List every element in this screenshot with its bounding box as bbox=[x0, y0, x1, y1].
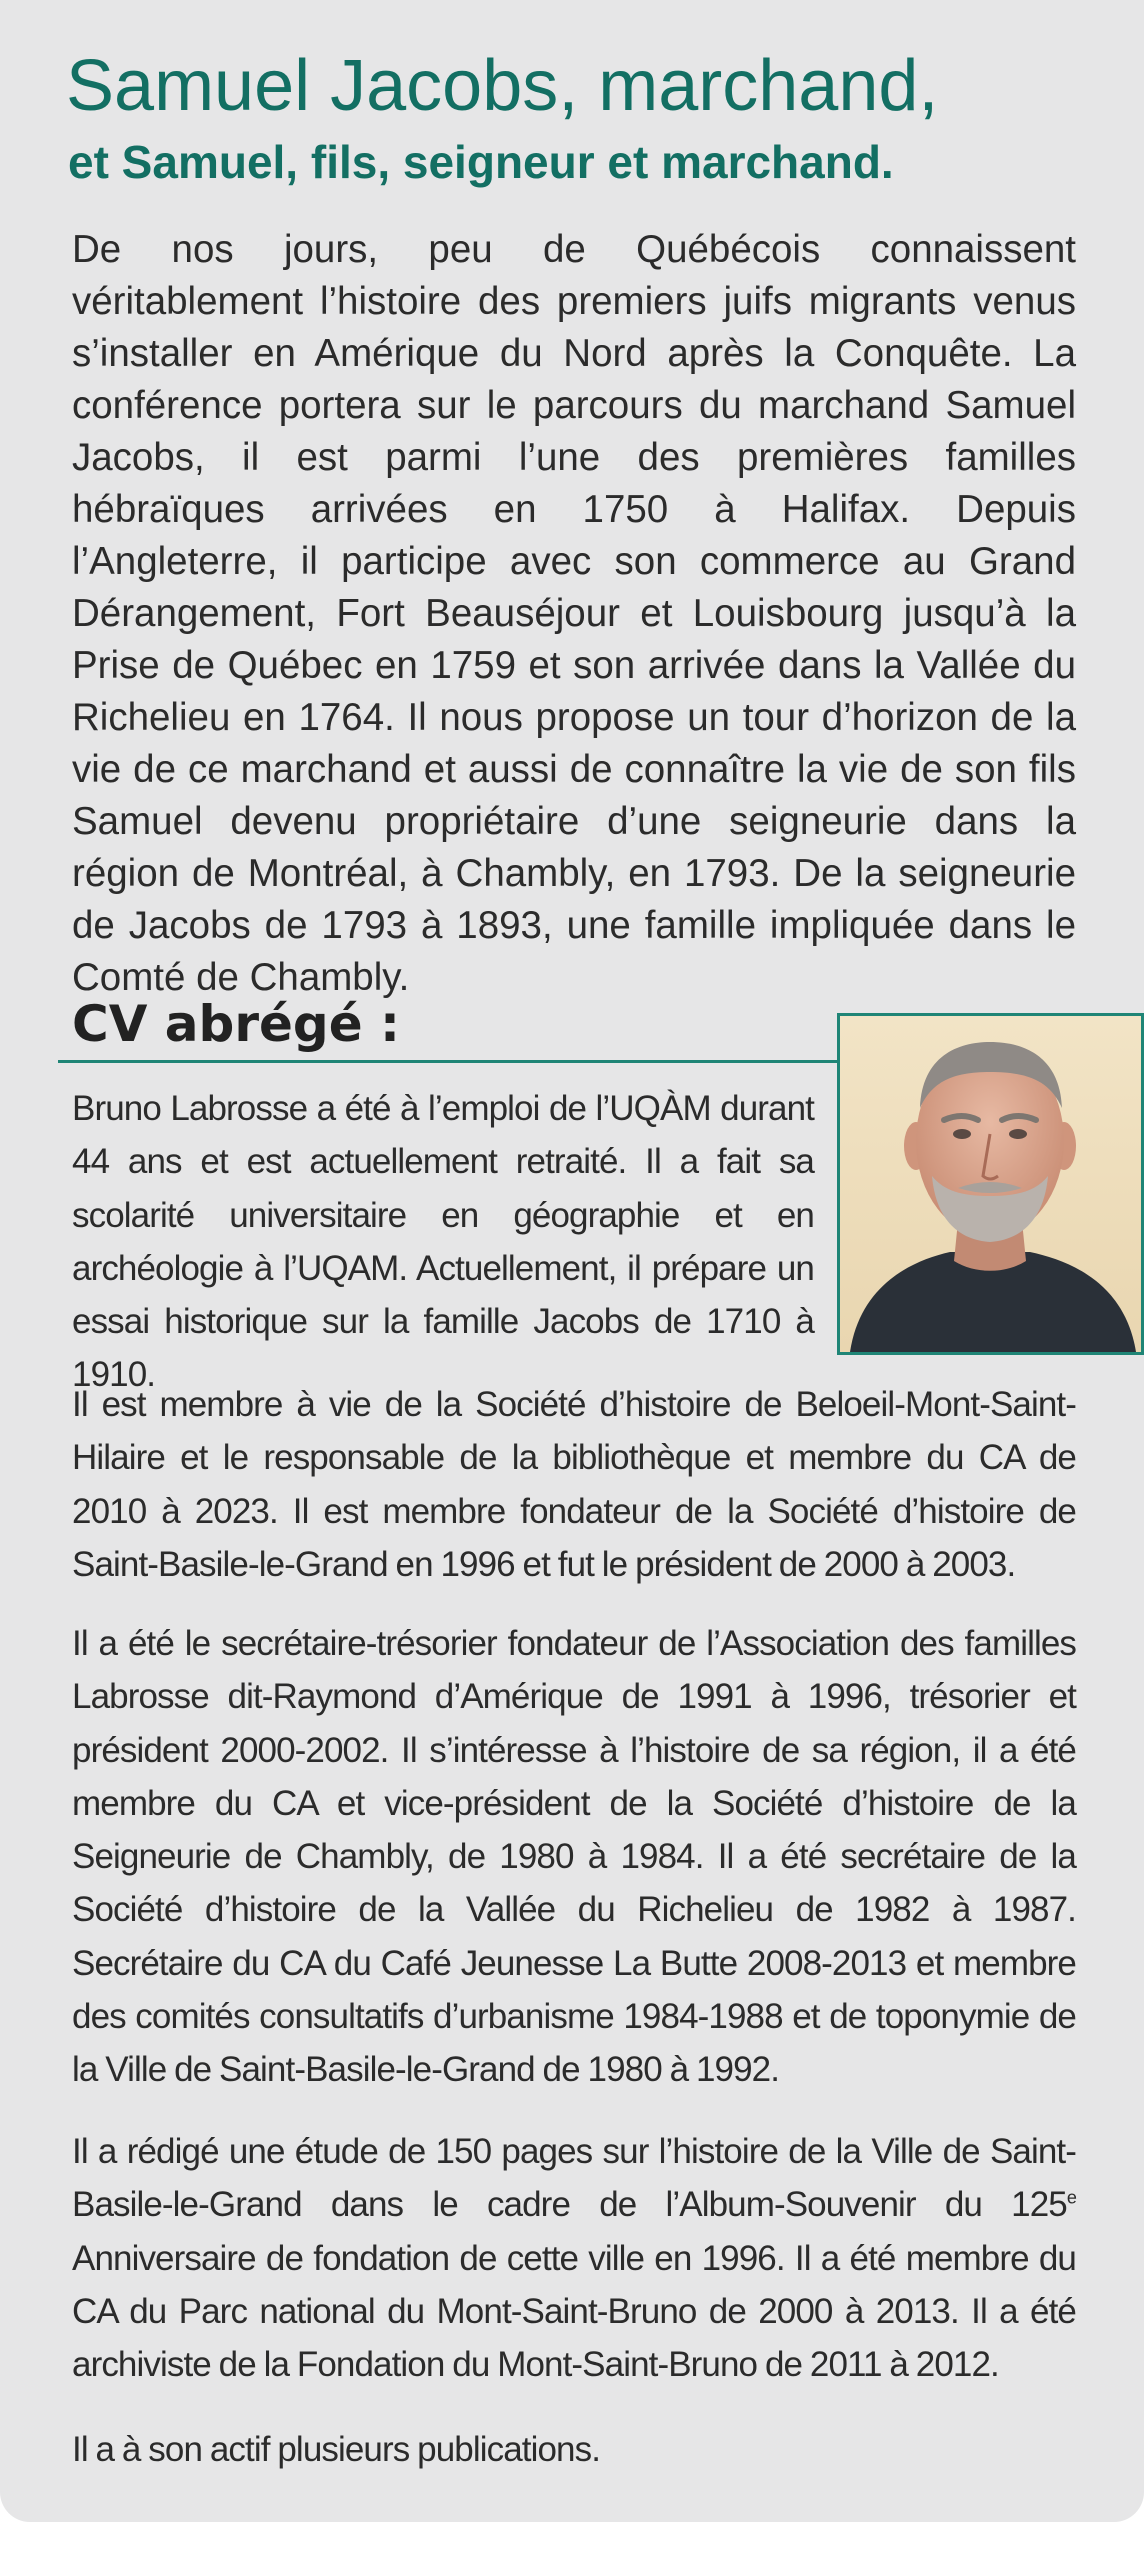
article-subtitle: et Samuel, fils, seigneur et marchand. bbox=[68, 136, 894, 188]
cv-paragraph: Il a à son actif plusieurs publications. bbox=[72, 2430, 601, 2469]
cv-paragraph: Il a été le secrétaire-trésorier fondateur de l’Association des familles Labrosse dit-Raymond d’Amérique de 1991 à 1996, trésorier et président 2000-2002. Il s’intéresse à l’histoire de sa région, il a été membre du CA et vice-président de la Société d’histoire de la Seigneurie de Chambly, de 1980 à 1984. Il a été secrétaire de la Société d’histoire de la Vallée du Richelieu de 1982 à 1987. Secrétaire du CA du Café Jeunesse La Butte 2008-2013 et membre des comités consultatifs d’urbanisme 1984-1988 et de toponymie de la Ville de Saint-Basile-le-Grand de 1980 à 1992. bbox=[72, 1624, 1076, 2090]
article-title: Samuel Jacobs, marchand, bbox=[66, 46, 939, 126]
cv-paragraph: Il est membre à vie de la Société d’histoire de Beloeil-Mont-Saint-Hilaire et le responsable de la bibliothèque et membre du CA de 2010 à 2023. Il est membre fondateur de la Société d’histoire de Saint-Basile-le-Grand en 1996 et fut le président de 2000 à 2003. bbox=[72, 1385, 1076, 1584]
portrait-illustration bbox=[840, 1016, 1141, 1352]
cv-paragraph-text: Anniversaire de fondation de cette ville en 1996. Il a été membre du CA du Parc national du Mont-Saint-Bruno de 2000 à 2013. Il a été archiviste de la Fondation du Mont-Saint-Bruno de 2011 à 2012. bbox=[72, 2238, 1076, 2385]
cv-heading: CV abrégé : bbox=[72, 995, 401, 1053]
cv-paragraph bbox=[72, 2125, 1076, 2391]
cv-paragraph: Bruno Labrosse a été à l’emploi de l’UQÀM durant 44 ans et est actuellement retraité. Il a fait sa scolarité universitaire en géographie et en archéologie à l’UQAM. Actuellement, il prépare un essai historique sur la famille Jacobs de 1710 à 1910. bbox=[72, 1089, 814, 1395]
cv-paragraph-text: Il a rédigé une étude de 150 pages sur l’histoire de la Ville de Saint-Basile-le-Grand dans le cadre de l’Album-Souvenir du 125 bbox=[72, 2132, 1076, 2225]
speaker-portrait-photo bbox=[837, 1013, 1144, 1355]
intro-paragraph: De nos jours, peu de Québécois connaissent véritablement l’histoire des premiers juifs migrants venus s’installer en Amérique du Nord après la Conquête. La conférence portera sur le parcours du marchand Samuel Jacobs, il est parmi l’une des premières familles hébraïques arrivées en 1750 à Halifax. Depuis l’Angleterre, il participe avec son commerce au Grand Dérangement, Fort Beauséjour et Louisbourg jusqu’à la Prise de Québec en 1759 et son arrivée dans la Vallée du Richelieu en 1764. Il nous propose un tour d’horizon de la vie de ce marchand et aussi de connaître la vie de son fils Samuel devenu propriétaire d’une seigneurie dans la région de Montréal, à Chambly, en 1793. De la seigneurie de Jacobs de 1793 à 1893, une famille impliquée dans le Comté de Chambly. bbox=[72, 228, 1076, 999]
cv-heading-rule bbox=[58, 1060, 838, 1063]
ordinal-superscript: e bbox=[1066, 2187, 1076, 2208]
